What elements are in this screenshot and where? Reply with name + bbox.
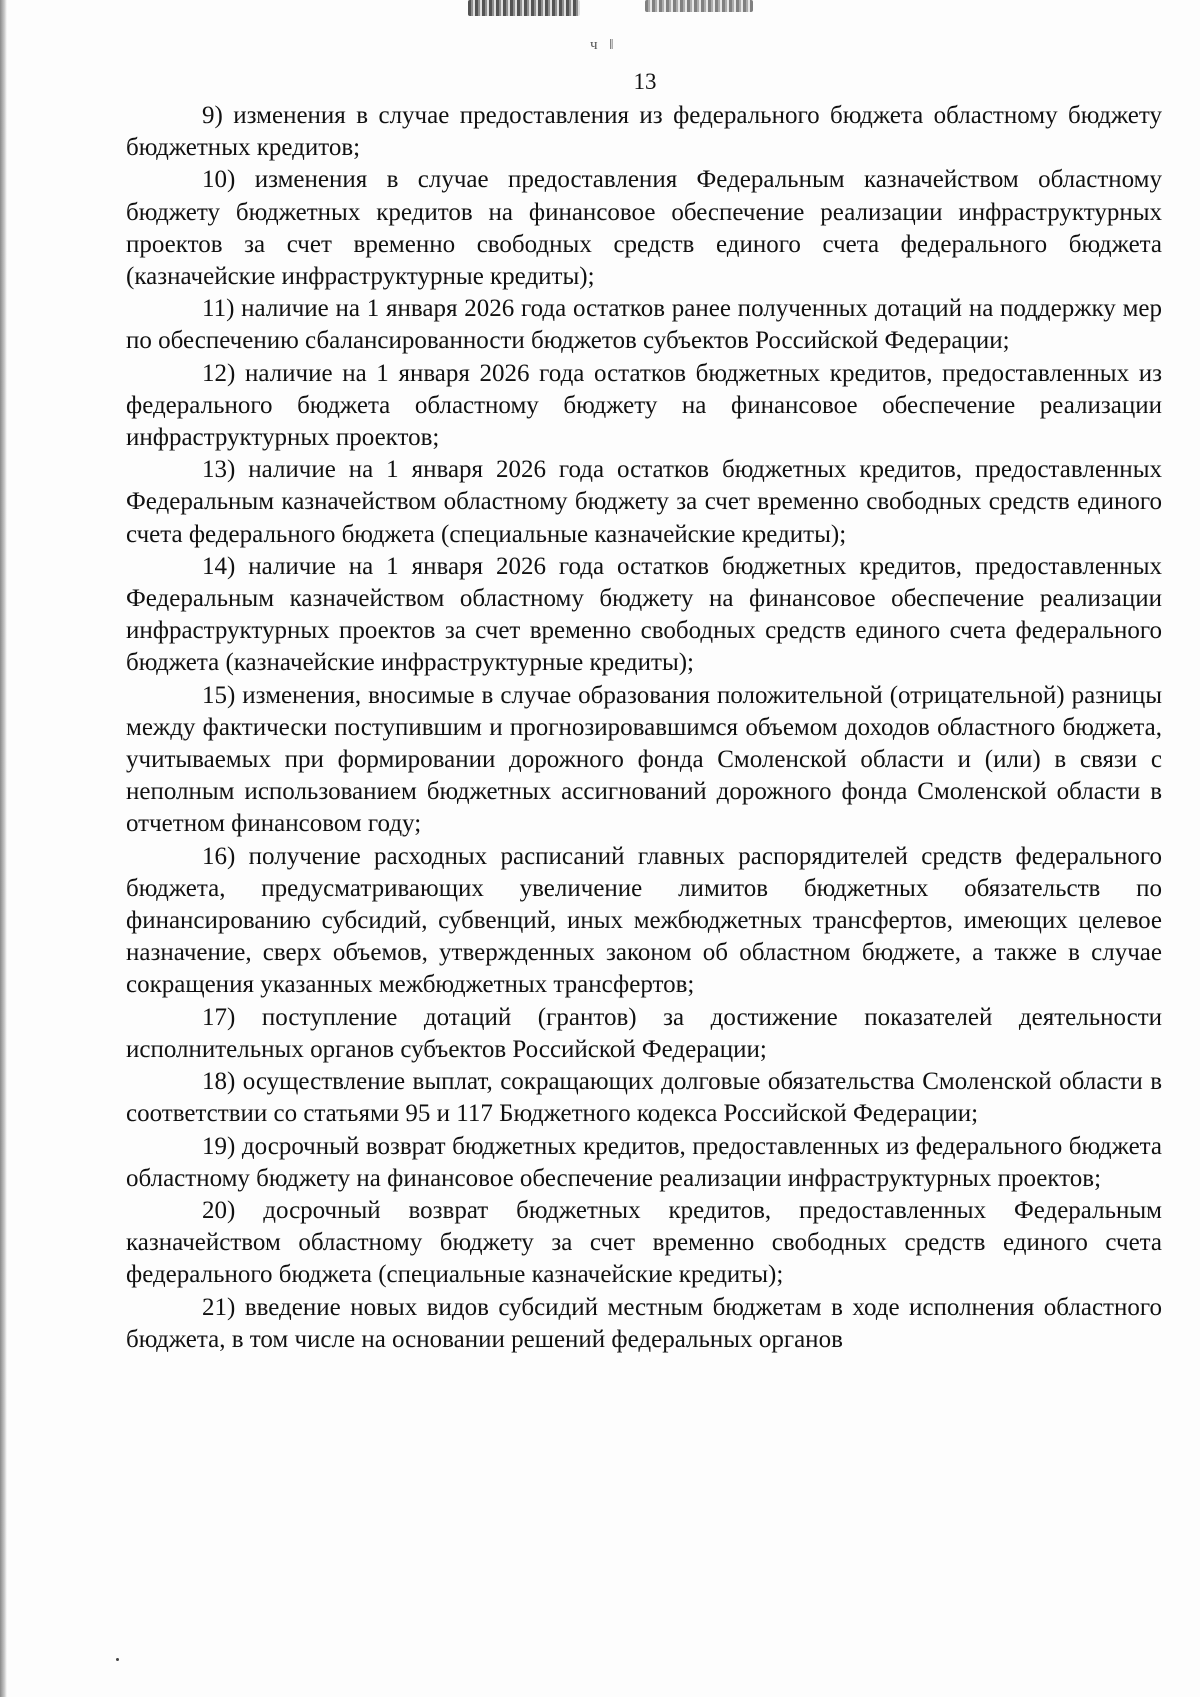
- paragraph-item-17: 17) поступление дотаций (грантов) за достижение показателей деятельности исполнительных органов субъектов Российской Федерации;: [126, 1003, 1162, 1063]
- paragraph-item-11: 11) наличие на 1 января 2026 года остатков ранее полученных дотаций на поддержку мер по обеспечению сбалансированности бюджетов субъектов Российской Федерации;: [126, 295, 1162, 355]
- paragraph-item-18: 18) осуществление выплат, сокращающих долговые обязательства Смоленской области в соответствии со статьями 95 и 117 Бюджетного кодекса Российской Федерации;: [126, 1068, 1162, 1128]
- paragraph-item-14: 14) наличие на 1 января 2026 года остатков бюджетных кредитов, предоставленных Федеральным казначейством областному бюджету на финансовое обеспечение реализации инфраструктурных проектов за счет временно свободных средств единого счета федерального бюджета (казначейские инфраструктурные кредиты);: [126, 552, 1162, 677]
- paragraph-item-19: 19) досрочный возврат бюджетных кредитов, предоставленных из федерального бюджета областному бюджету на финансовое обеспечение реализации инфраструктурных проектов;: [126, 1132, 1162, 1192]
- scan-left-edge-shadow: [0, 0, 7, 1697]
- paragraph-item-15: 15) изменения, вносимые в случае образования положительной (отрицательной) разницы между фактически поступившим и прогнозировавшимся объемом доходов областного бюджета, учитываемых при формировании дорожного фонда Смоленской области и (или) в связи с неполным использованием бюджетных ассигнований дорожного фонда Смоленской области в отчетном финансовом году;: [126, 681, 1162, 838]
- document-body: [126, 100, 1162, 1356]
- paragraph-item-16: 16) получение расходных расписаний главных распорядителей средств федерального бюджета, предусматривающих увеличение лимитов бюджетных обязательств по финансированию субсидий, субвенций, иных межбюджетных трансфертов, имеющих целевое назначение, сверх объемов, утвержденных законом об областном бюджете, а также в случае сокращения указанных межбюджетных трансфертов;: [126, 842, 1162, 999]
- paragraph-item-9: 9) изменения в случае предоставления из федерального бюджета областному бюджету бюджетных кредитов;: [126, 102, 1162, 162]
- scan-mark: ч ‖: [590, 37, 618, 53]
- paragraph-item-12: 12) наличие на 1 января 2026 года остатков бюджетных кредитов, предоставленных из федерального бюджета областному бюджету на финансовое обеспечение реализации инфраструктурных проектов;: [126, 359, 1162, 452]
- paragraph-item-21: 21) введение новых видов субсидий местным бюджетам в ходе исполнения областного бюджета, в том числе на основании решений федеральных органов: [126, 1293, 1162, 1353]
- page-number: 13: [633, 69, 657, 94]
- scan-artifact-top-right: [645, 0, 753, 12]
- paragraph-item-10: 10) изменения в случае предоставления Федеральным казначейством областному бюджету бюджетных кредитов на финансовое обеспечение реализации инфраструктурных проектов за счет временно свободных средств единого счета федерального бюджета (казначейские инфраструктурные кредиты);: [126, 166, 1162, 291]
- paragraph-item-13: 13) наличие на 1 января 2026 года остатков бюджетных кредитов, предоставленных Федеральным казначейством областному бюджету за счет временно свободных средств единого счета федерального бюджета (специальные казначейские кредиты);: [126, 456, 1162, 548]
- scan-artifact-top-left: [468, 0, 580, 16]
- paragraph-item-20: 20) досрочный возврат бюджетных кредитов, предоставленных Федеральным казначейством областному бюджету за счет временно свободных средств единого счета федерального бюджета (специальные казначейские кредиты);: [126, 1196, 1162, 1289]
- scan-dust-speck: [116, 1658, 119, 1661]
